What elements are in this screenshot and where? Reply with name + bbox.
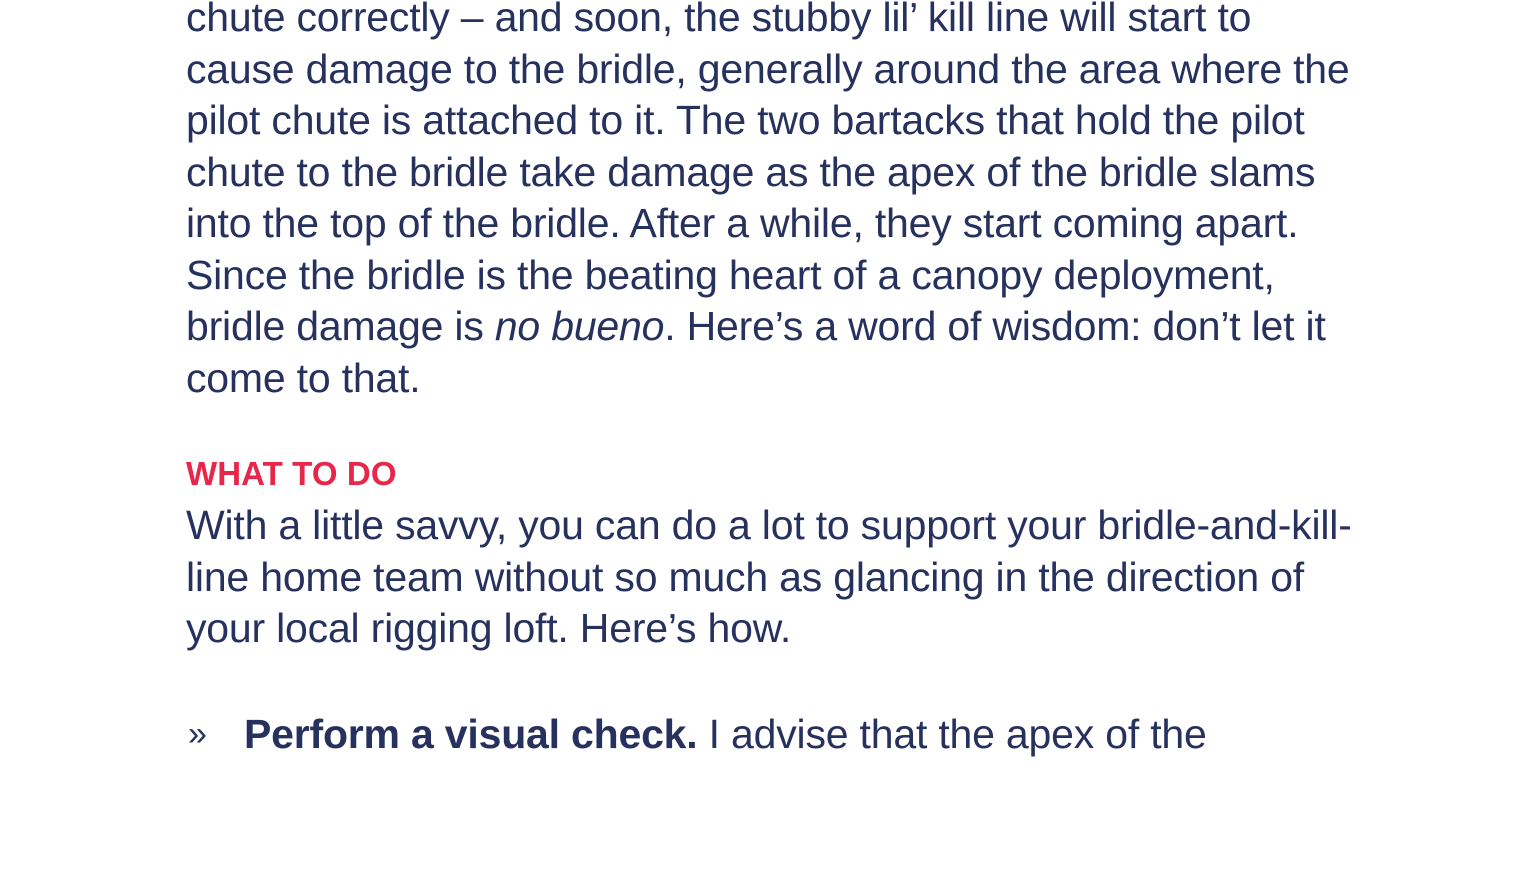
section-heading: WHAT TO DO: [186, 455, 397, 492]
paragraph-text-before-italic: chute correctly – and soon, the stubby lil’ kill line will start to cause damage to the bridle, generally around the area where the pilot chute is attached to it. The two bartacks that hold the pilot chute to the bridle take damage as the apex of the bridle slams into the top of the bridle. After a while, they start coming apart. Since the bridle is the beating heart of a canopy deployment, bridle damage is: [186, 0, 1350, 349]
text-column: [186, 0, 1366, 760]
bullet-marker-icon: »: [188, 714, 207, 753]
bullet-body-text: I advise that the apex of the: [697, 710, 1207, 757]
bullet-text: [244, 709, 1366, 761]
section-spacer: [186, 404, 1366, 454]
list-item: [186, 709, 1366, 761]
section-paragraph: With a little savvy, you can do a lot to support your bridle-and-kill-line home team without so much as glancing in the direction of your local rigging loft. Here’s how.: [186, 502, 1352, 651]
paragraph-italic-phrase: no bueno: [494, 303, 665, 349]
bullet-lead-in: Perform a visual check.: [244, 710, 698, 757]
continued-paragraph: [186, 0, 1366, 404]
paragraph-text-after-italic: . Here’s a word of wisdom: don’t let it come to that.: [186, 303, 1326, 401]
